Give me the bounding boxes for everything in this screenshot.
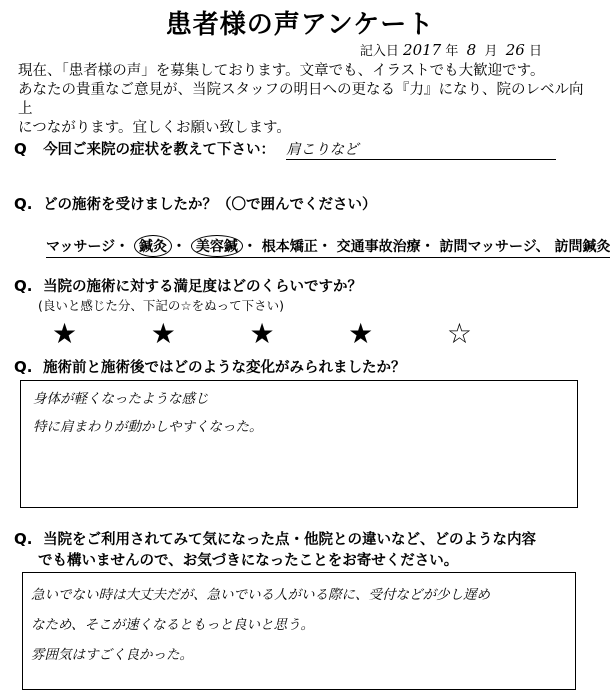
question-text: 今回ご来院の症状を教えて下さい： [43,142,276,158]
answer-line: 特に肩まわりが動かしやすくなった。 [33,419,263,435]
date-month-unit: 月 [484,44,498,59]
option-beauty-acupuncture[interactable]: 美容鍼 [191,235,243,257]
intro-line: につながります。宜しくお願い致します。 [18,120,291,136]
star-filled-icon[interactable]: ★ [249,317,275,350]
answer-line: なため、そこが速くなるともっと良いと思う。 [31,617,314,633]
star-empty-icon[interactable]: ☆ [446,317,472,350]
question-text: 当院の施術に対する満足度はどのくらいですか？ [43,279,363,295]
separator: 、 [535,239,550,255]
option-acupuncture[interactable]: 鍼灸 [134,235,172,257]
option-traffic-accident[interactable]: 交通事故治療 [336,239,421,255]
option-root-correction[interactable]: 根本矯正 [261,239,318,255]
question-text: 施術前と施術後ではどのような変化がみられましたか？ [43,360,406,376]
answer-line: 雰囲気はすごく良かった。 [31,647,193,663]
date-year: 2017 [403,41,442,59]
satisfaction-rating [52,317,472,350]
question-mark: Q. [14,277,33,295]
intro-line: 現在、「患者様の声」を募集しております。文章でも、イラストでも大歓迎です。 [18,63,545,79]
entry-date [360,40,542,59]
question-subtext: (良いと感じた分、下記の☆をぬって下さい) [38,298,284,313]
intro-text [18,62,588,138]
separator: ・ [242,239,257,255]
question-changes [14,356,406,377]
date-day: 26 [505,41,525,59]
answer-line: 身体が軽くなったような感じ [33,391,209,407]
question-text: でも構いませんので、お気づきになったことをお寄せください。 [38,553,459,569]
changes-answer-box[interactable] [20,380,578,508]
question-mark: Q. [14,195,33,213]
question-mark: Q. [14,530,33,548]
separator: ・ [420,239,435,255]
star-filled-icon[interactable]: ★ [348,317,374,350]
option-home-massage[interactable]: 訪問マッサージ [439,239,536,255]
treatment-options [46,235,610,258]
question-text: どの施術を受けましたか？（〇で囲んでください） [43,197,377,213]
separator: ・ [172,239,187,255]
answer-line: 急いでない時は大丈夫だが、急いでいる人がいる際に、受付などが少し遅め [31,587,490,603]
question-satisfaction [14,275,362,314]
date-label: 記入日 [359,44,399,59]
star-filled-icon[interactable]: ★ [52,317,78,350]
question-treatments [14,193,377,214]
question-mark: Q [14,140,27,158]
separator: ・ [115,239,130,255]
date-day-unit: 日 [528,44,542,59]
question-symptoms [14,138,556,160]
option-massage[interactable]: マッサージ [46,239,116,255]
question-feedback [14,528,536,570]
feedback-answer-box[interactable] [22,572,576,690]
star-filled-icon[interactable]: ★ [150,317,176,350]
separator: ・ [317,239,332,255]
date-year-unit: 年 [445,44,459,59]
date-month: 8 [466,41,477,59]
page-title: 患者様の声アンケート [165,10,435,40]
symptoms-answer: 肩こりなど [286,138,556,160]
intro-line: あなたの貴重なご意見が、当院スタッフの明日への更なる『力』になり、院のレベル向上 [18,82,584,117]
question-mark: Q. [14,358,33,376]
option-home-acupuncture[interactable]: 訪問鍼灸 [554,239,610,255]
question-text: 当院をご利用されてみて気になった点・他院との違いなど、どのような内容 [43,532,537,548]
